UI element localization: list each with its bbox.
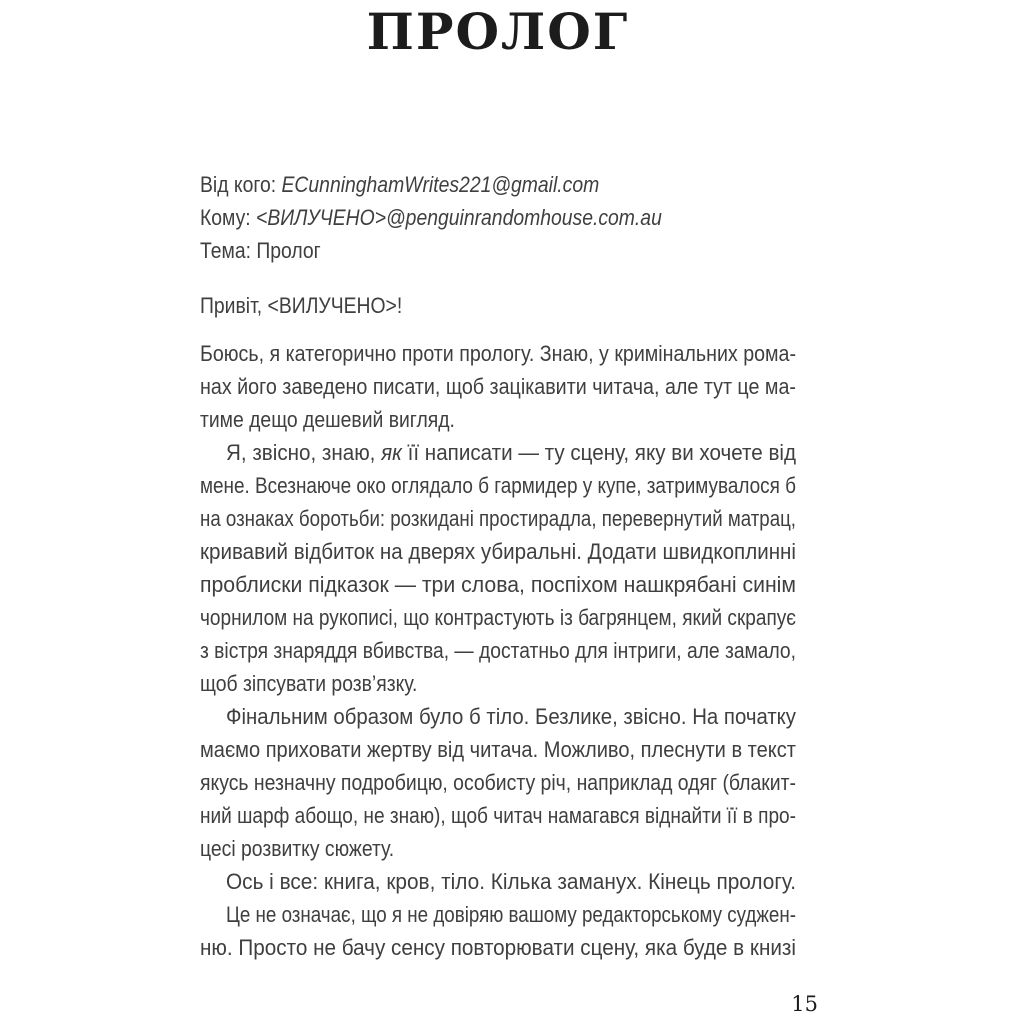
line-text: Це не означає, що я не довіряю вашому редакторському суджен- — [226, 902, 796, 927]
line-text: Від кого: ECunninghamWrites221@gmail.com — [200, 172, 600, 197]
text-line — [200, 469, 796, 502]
line-text: чорнилом на рукописі, що контрастують із багрянцем, який скрапує — [200, 605, 796, 630]
email-header-line — [200, 201, 796, 234]
text-line — [200, 601, 796, 634]
paragraph — [200, 898, 796, 964]
text-line — [200, 502, 796, 535]
text-line — [200, 370, 796, 403]
line-text: щоб зіпсувати розв’язку. — [200, 671, 418, 696]
paragraph — [200, 337, 796, 436]
line-text: цесі розвитку сюжету. — [200, 836, 395, 861]
line-text: кривавий відбиток на дверях убиральні. Додати швидкоплинні — [200, 539, 796, 564]
line-text: Я, звісно, знаю, як її написати — ту сцену, яку ви хочете від — [226, 440, 796, 465]
paragraph — [200, 436, 796, 700]
text-line — [200, 799, 796, 832]
text-line — [200, 766, 796, 799]
text-line — [200, 931, 796, 964]
line-text: Фінальним образом було б тіло. Безлике, звісно. На початку — [226, 704, 796, 729]
paragraph — [200, 700, 796, 865]
email-header — [200, 168, 796, 267]
line-text: Кому: <ВИЛУЧЕНО>@penguinrandomhouse.com.au — [200, 205, 662, 230]
text-line — [200, 898, 796, 931]
page-number: 15 — [791, 992, 818, 1016]
line-text: ню. Просто не бачу сенсу повторювати сцену, яка буде в книзі — [200, 935, 796, 960]
text-line — [200, 436, 796, 469]
text-line — [200, 667, 796, 700]
line-text: тиме дещо дешевий вигляд. — [200, 407, 455, 432]
line-text: ний шарф абощо, не знаю), щоб читач намагався віднайти її в про- — [200, 803, 796, 828]
line-text: Боюсь, я категорично проти прологу. Знаю, у кримінальних рома- — [200, 341, 796, 366]
line-text: Ось і все: книга, кров, тіло. Кілька заманух. Кінець прологу. — [226, 869, 796, 894]
text-line — [200, 832, 796, 865]
email-header-line — [200, 234, 796, 267]
text-line — [200, 865, 796, 898]
paragraph — [200, 865, 796, 898]
greeting-line — [200, 289, 796, 322]
page-content — [200, 168, 796, 964]
text-line — [200, 634, 796, 667]
text-line — [200, 337, 796, 370]
line-text: на ознаках боротьби: розкидані простирадла, перевернутий матрац, — [200, 506, 796, 531]
text-line — [200, 568, 796, 601]
line-text: мене. Всезнаюче око оглядало б гармидер у купе, затримувалося б — [200, 473, 796, 498]
line-text: нах його заведено писати, щоб зацікавити читача, але тут це ма- — [200, 374, 796, 399]
line-text: проблиски підказок — три слова, поспіхом нашкрябані синім — [200, 572, 796, 597]
line-text: маємо приховати жертву від читача. Можливо, плеснути в текст — [200, 737, 796, 762]
text-line — [200, 733, 796, 766]
body-text — [200, 337, 796, 964]
line-text: з вістря знаряддя вбивства, — достатньо для інтриги, але замало, — [200, 638, 796, 663]
text-line — [200, 535, 796, 568]
chapter-title: ПРОЛОГ — [366, 2, 630, 61]
greeting-text: Привіт, <ВИЛУЧЕНО>! — [200, 293, 403, 318]
line-text: Тема: Пролог — [200, 238, 321, 263]
email-header-line — [200, 168, 796, 201]
line-text: якусь незначну подробицю, особисту річ, наприклад одяг (блакит- — [200, 770, 796, 795]
text-line — [200, 403, 796, 436]
text-line — [200, 700, 796, 733]
